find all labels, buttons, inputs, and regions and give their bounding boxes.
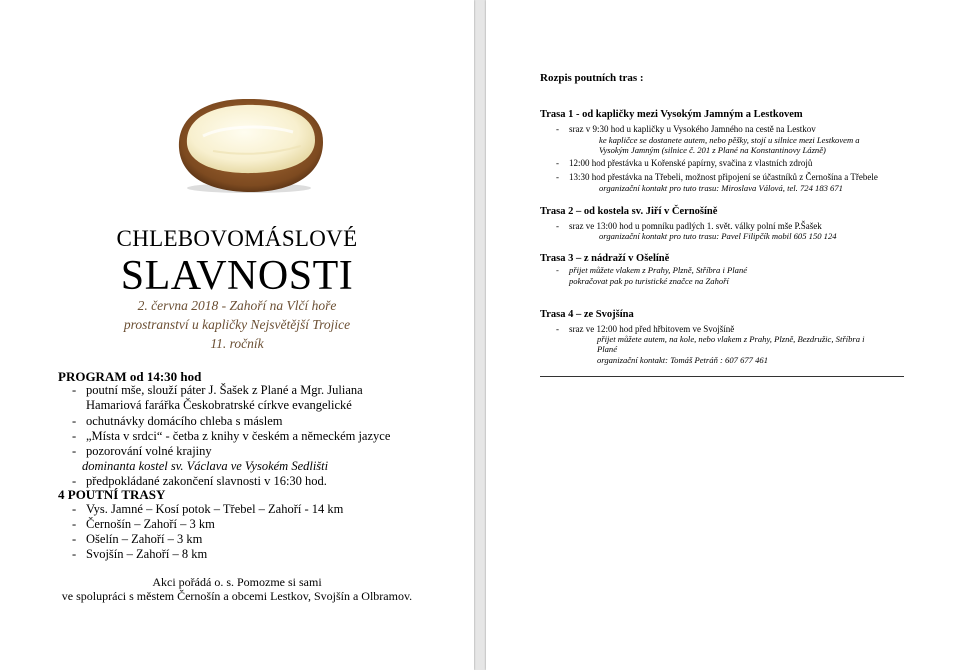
program-item: - „Místa v srdci“ - četba z knihy v českém a německém jazyce: [72, 429, 391, 443]
route2-contact: organizační kontakt pro tuto trasu: Pavel Filipčík mobil 605 150 124: [599, 231, 837, 241]
program-item: - předpokládané zakončení slavnosti v 16:30 hod.: [72, 474, 327, 488]
route-item: - Vys. Jamné – Kosí potok – Třebel – Zahoří - 14 km: [72, 502, 344, 516]
route-item: - Svojšín – Zahoří – 8 km: [72, 547, 208, 561]
route-item-text: Vys. Jamné – Kosí potok – Třebel – Zahoří - 14 km: [86, 502, 344, 516]
program-item-text: ochutnávky domácího chleba s máslem: [86, 414, 283, 428]
route3-title: Trasa 3 – z nádraží v Ošelíně: [540, 253, 670, 264]
title-main: SLAVNOSTI: [120, 253, 354, 299]
route1-line: - 12:00 hod přestávka u Kořenské papírny, svačina z vlastních zdrojů: [556, 158, 813, 168]
route2-title: Trasa 2 – od kostela sv. Jiří v Černošíně: [540, 206, 718, 217]
route3-note: pokračovat pak po turistické značce na Zahoří: [569, 276, 729, 286]
route1-note: Vysokým Jamným (silnice č. 201 z Plané na Konstantinovy Lázně): [599, 145, 826, 155]
event-edition: 11. ročník: [210, 336, 264, 351]
route1-line-text: sraz v 9:30 hod u kapličky u Vysokého Jamného na cestě na Lestkov: [569, 124, 816, 134]
program-item-text: pozorování volné krajiny: [86, 444, 212, 458]
route4-title: Trasa 4 – ze Svojšína: [540, 309, 634, 320]
route-item-text: Ošelín – Zahoří – 3 km: [86, 532, 203, 546]
route4-note: přijet můžete autem, na kole, nebo vlakem z Prahy, Plzně, Bezdružic, Stříbra i: [597, 334, 865, 344]
route1-title: Trasa 1 - od kapličky mezi Vysokým Jamným a Lestkovem: [540, 109, 803, 120]
title-top: CHLEBOVOMÁSLOVÉ: [116, 226, 358, 251]
route4-note: Plané: [597, 344, 618, 354]
route1-line-text: 13:30 hod přestávka na Třebeli, možnost připojení se účastníků z Černošína a Třebele: [569, 172, 878, 182]
program-item-cont: Hamariová farářka Českobratrské církve evangelické: [86, 398, 352, 412]
route1-line: - 13:30 hod přestávka na Třebeli, možnost připojení se účastníků z Černošína a Třebele: [556, 172, 878, 182]
page-left: [0, 0, 474, 670]
route1-note: ke kapličce se dostanete autem, nebo pěšky, stojí u silnice mezi Lestkovem a: [599, 135, 860, 145]
program-heading: PROGRAM od 14:30 hod: [58, 369, 202, 384]
route2-line-text: sraz ve 13:00 hod u pomníku padlých 1. svět. války polní mše P.Šašek: [569, 221, 822, 231]
bread-with-butter-image: [173, 96, 325, 194]
program-item-cont: dominanta kostel sv. Václava ve Vysokém Sedlišti: [82, 459, 329, 473]
route1-line: - sraz v 9:30 hod u kapličky u Vysokého Jamného na cestě na Lestkov: [556, 124, 816, 134]
horizontal-rule: [540, 376, 904, 377]
route2-line: - sraz ve 13:00 hod u pomníku padlých 1. svět. války polní mše P.Šašek: [556, 221, 822, 231]
program-item: - ochutnávky domácího chleba s máslem: [72, 414, 283, 428]
cooperation-line: ve spolupráci s městem Černošín a obcemi Lestkov, Svojšín a Olbramov.: [61, 589, 413, 603]
route4-line-text: sraz ve 12:00 hod před hřbitovem ve Svojšíně: [569, 324, 735, 334]
program-item: - pozorování volné krajiny: [72, 444, 212, 458]
event-venue: prostranství u kapličky Nejsvětější Trojice: [123, 317, 351, 332]
route-item: - Černošín – Zahoří – 3 km: [72, 517, 215, 531]
program-item-text: „Místa v srdci“ - četba z knihy v českém a německém jazyce: [86, 429, 391, 443]
program-item-text: předpokládané zakončení slavnosti v 16:30 hod.: [86, 474, 327, 488]
route3-line: - přijet můžete vlakem z Prahy, Plzně, Stříbra i Plané: [556, 265, 748, 275]
route4-line: - sraz ve 12:00 hod před hřbitovem ve Svojšíně: [556, 324, 735, 334]
program-item: - poutní mše, slouží páter J. Šašek z Plané a Mgr. Juliana: [72, 383, 363, 397]
route4-contact: organizační kontakt: Tomáš Petráň : 607 677 461: [597, 355, 768, 365]
route3-line-text: přijet můžete vlakem z Prahy, Plzně, Stříbra i Plané: [569, 265, 748, 275]
route1-line-text: 12:00 hod přestávka u Kořenské papírny, svačina z vlastních zdrojů: [569, 158, 813, 168]
event-date-place: 2. června 2018 - Zahoří na Vlčí hoře: [137, 298, 337, 313]
schedule-heading: Rozpis poutních tras :: [540, 72, 644, 84]
route-item-text: Svojšín – Zahoří – 8 km: [86, 547, 208, 561]
route1-contact: organizační kontakt pro tuto trasu: Miroslava Válová, tel. 724 183 671: [599, 183, 843, 193]
routes-heading: 4 POUTNÍ TRASY: [58, 487, 166, 502]
organizer-line: Akci pořádá o. s. Pomozme si sami: [152, 575, 322, 589]
route-item-text: Černošín – Zahoří – 3 km: [86, 517, 215, 531]
route-item: - Ošelín – Zahoří – 3 km: [72, 532, 203, 546]
program-item-text: poutní mše, slouží páter J. Šašek z Plané a Mgr. Juliana: [86, 383, 363, 397]
